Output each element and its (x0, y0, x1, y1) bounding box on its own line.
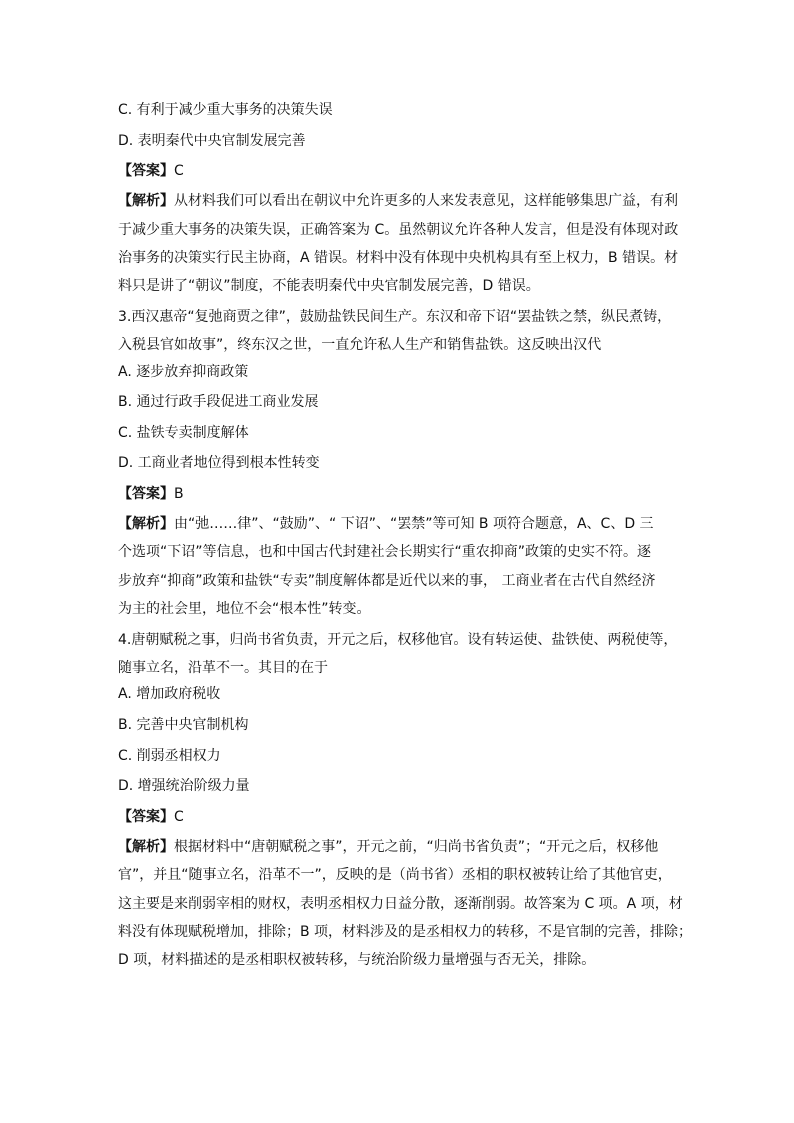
q3-analysis-text-0: 由“弛……律”、“鼓励”、“ 下诏”、“罢禁”等可知 B 项符合题意，A、C、D 三 (174, 516, 654, 532)
q4-analysis-label: 【解析】 (118, 838, 174, 855)
q3-analysis-label: 【解析】 (118, 516, 174, 532)
q2-analysis-text-0: 从材料我们可以看出在朝议中允许更多的人来发表意见，这样能够集思广益，有利 (174, 193, 678, 210)
q2-analysis-row-2: 治事务的决策实行民主协商，A 错误。材料中没有体现中央机构具有至上权力，B 错误。材 (118, 250, 679, 266)
q4-option-a: A. 增加政府税收 (118, 686, 221, 703)
q4-option-d: D. 增强统治阶级力量 (118, 778, 250, 795)
q4-analysis-row-1: 官”，并且“随事立名，沿革不一”，反映的是（尚书省）丞相的职权被转让给了其他官吏， (118, 867, 672, 884)
q3-stem (118, 303, 678, 360)
q2-analysis-row-3: 料只是讲了“朝议”制度，不能表明秦代中央官制发展完善，D 错误。 (118, 278, 540, 295)
q4-analysis-row-3: 料没有体现赋税增加，排除；B 项，材料涉及的是丞相权力的转移，不是官制的完善，排除； (118, 924, 693, 941)
q3-analysis-row-0 (118, 510, 678, 538)
q2-analysis-row-0 (118, 187, 678, 215)
q4-analysis-text-0: 根据材料中“唐朝赋税之事”，开元之前，“归尚书省负责”；“开元之后，权移他 (174, 838, 659, 855)
q2-option-d: D. 表明秦代中央官制发展完善 (118, 132, 306, 149)
q3-option-b: B. 通过行政手段促进工商业发展 (118, 394, 319, 411)
q4-stem-row-0: 4.唐朝赋税之事，归尚书省负责，开元之后，权移他官。设有转运使、盐铁使、两税使等， (118, 631, 678, 648)
q3-answer-label: 【答案】 (118, 486, 174, 502)
q2-answer-label: 【答案】 (118, 163, 174, 180)
q2-option-c: C. 有利于减少重大事务的决策失误 (118, 102, 333, 118)
q2-answer-value: C (174, 163, 184, 180)
q3-answer-value: B (174, 486, 184, 502)
q2-answer (118, 161, 678, 181)
q3-analysis-row-1: 个选项“下诏”等信息，也和中国古代封建社会长期实行“重农抑商”政策的史实不符。逐 (118, 544, 652, 561)
q3-analysis (118, 510, 678, 624)
q2-analysis-row-1: 于减少重大事务的决策失误，正确答案为 C。虽然朝议允许各种人发言，但是没有体现对政 (118, 221, 679, 238)
q3-answer (118, 484, 678, 504)
q4-option-b: B. 完善中央官制机构 (118, 717, 249, 734)
q4-answer-label: 【答案】 (118, 808, 174, 825)
q4-option-c: C. 削弱丞相权力 (118, 747, 221, 764)
q4-stem-row-1: 随事立名，沿革不一。其目的在于 (118, 660, 328, 677)
q4-stem (118, 626, 678, 683)
q4-analysis (118, 833, 693, 975)
q4-analysis-row-0 (118, 833, 678, 861)
q2-analysis (118, 187, 678, 301)
q4-answer (118, 807, 678, 827)
q4-analysis-row-2: 这主要是来削弱宰相的财权，表明丞相权力日益分散，逐渐削弱。故答案为 C 项。A 项，材 (118, 895, 683, 912)
q3-option-d: D. 工商业者地位得到根本性转变 (118, 455, 320, 472)
q4-analysis-row-4: D 项，材料描述的是丞相职权被转移，与统治阶级力量增强与否无关，排除。 (118, 952, 596, 969)
q3-stem-row-1: 入税县官如故事”，终东汉之世，一直允许私人生产和销售盐铁。这反映出汉代 (118, 337, 602, 354)
q3-analysis-row-2: 步放弃“抑商”政策和盐铁“专卖”制度解体都是近代以来的事， 工商业者在古代自然经济 (118, 572, 656, 589)
q3-analysis-row-3: 为主的社会里，地位不会“根本性”转变。 (118, 601, 371, 618)
q3-option-a: A. 逐步放弃抑商政策 (118, 363, 249, 380)
q3-stem-row-0: 3.西汉惠帝“复弛商贾之律”，鼓励盐铁民间生产。东汉和帝下诏“罢盐铁之禁，纵民煮铸， (118, 308, 672, 325)
q3-option-c: C. 盐铁专卖制度解体 (118, 424, 249, 441)
document-page (118, 100, 693, 977)
q2-analysis-label: 【解析】 (118, 193, 174, 210)
q4-answer-value: C (174, 808, 184, 825)
